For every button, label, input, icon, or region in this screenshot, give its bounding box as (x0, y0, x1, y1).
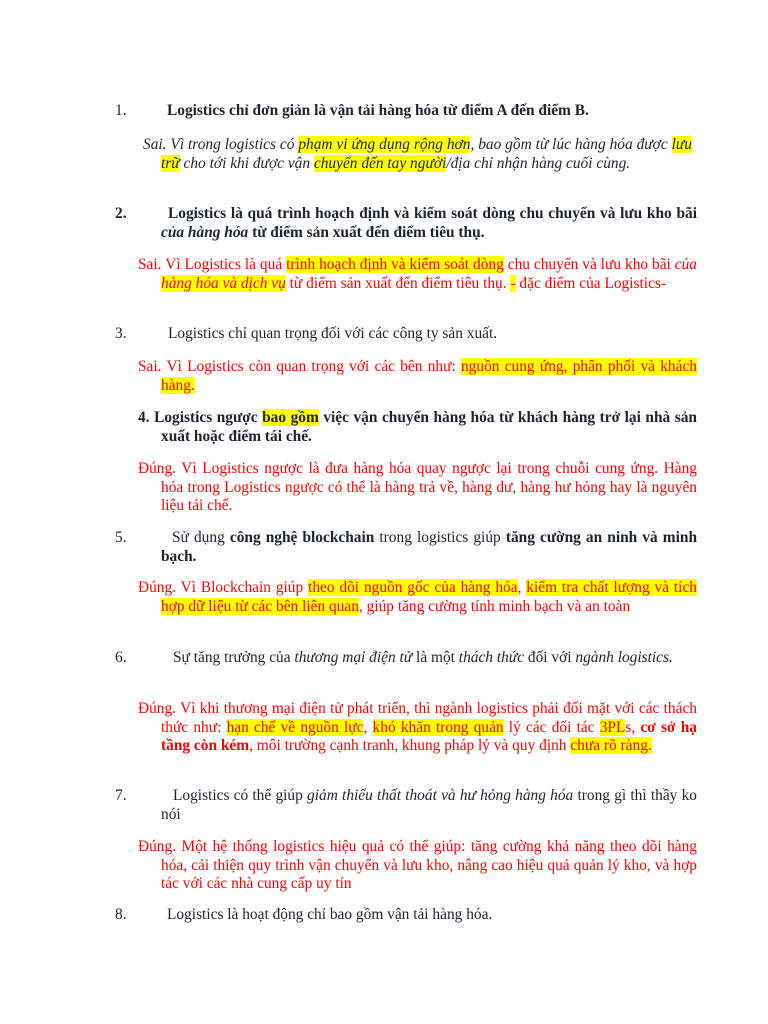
answer-text: Sai. Vì trong logistics có (143, 136, 299, 153)
question-5 (115, 529, 697, 566)
question-1 (115, 102, 697, 121)
question-number: 6. (115, 649, 127, 666)
answer-text: chu chuyển và lưu kho bãi (503, 256, 675, 273)
answer-text: /địa chỉ nhận hàng cuối cùng. (446, 154, 631, 172)
highlight: lưu trữ (161, 136, 692, 172)
question-text: Sự tăng trưởng của (173, 649, 295, 666)
question-text: giảm thiểu thất thoát và hư hỏng hàng hóa (307, 787, 574, 804)
answer-text: lý các đối tác (503, 718, 600, 736)
question-text: là một (412, 649, 459, 666)
highlight: hàng hóa và dịch vụ (161, 274, 286, 292)
answer-7 (138, 838, 697, 894)
answer-4 (138, 460, 697, 516)
highlight: theo dõi nguồn gốc của hàng hóa (308, 579, 518, 596)
question-text: từ điểm sản xuất đến điểm tiêu thụ. (248, 223, 485, 241)
answer-text: Đúng. Vì Blockchain giúp (138, 579, 309, 596)
question-4 (138, 409, 697, 446)
question-text: Logistics là hoạt động chỉ bao gồm vận tải hàng hóa. (167, 906, 493, 923)
question-text: thách thức (458, 649, 525, 666)
answer-text: cơ sở hạ tầng còn kém (161, 718, 697, 754)
answer-text: đặc điểm của Logistics- (515, 274, 667, 292)
answer-5 (138, 579, 697, 616)
answer-text: , bao gồm từ lúc hàng hóa được (470, 136, 672, 153)
answer-text: cho tới khi được vận (179, 154, 314, 172)
question-text: trong gì thì thầy ko nói (161, 787, 697, 823)
question-number: 7. (115, 787, 127, 804)
answer-text: , (517, 579, 527, 596)
answer-text: từ điểm sản xuất đến điểm tiêu thụ. (285, 274, 511, 292)
highlight: kiểm tra chất lượng và tích hợp dữ liệu từ các bên liên quan (161, 579, 697, 615)
question-text: Logistics là quá trình hoạch định và kiểm soát dòng chu chuyển và lưu kho bãi (168, 205, 697, 222)
answer-text: của (674, 256, 698, 273)
answer-3 (138, 358, 697, 395)
highlight: - (510, 274, 516, 292)
answer-text: Sai. Vì Logistics là quá (138, 256, 287, 273)
highlight: bao gồm (262, 409, 319, 426)
question-number: 2. (115, 205, 127, 222)
highlight: chuyển đến tay người (313, 154, 447, 172)
answer-6 (138, 700, 697, 756)
answer-text: s, (625, 718, 641, 736)
question-text: công nghệ blockchain (229, 529, 375, 546)
answer-text: Đúng. Một hệ thống logistics hiệu quả có thể giúp: tăng cường khả năng theo dõi hàng hóa, cải thiện quy trình vận chuyển và lưu kho, nâng cao hiệu quả quản lý kho, và hợp tác với các nhà cung cấp uy tín (138, 838, 697, 892)
question-text: thương mại điện tử (294, 649, 413, 666)
question-text: Sử dụng (172, 529, 230, 546)
answer-text: , (363, 718, 373, 736)
question-number: 5. (115, 529, 127, 546)
question-6 (115, 649, 697, 668)
question-3 (115, 325, 697, 344)
answer-text: , môi trường cạnh tranh, khung pháp lý và quy định (249, 737, 571, 754)
highlight: nguồn cung ứng, phân phối và khách hàng. (161, 358, 697, 394)
answer-text: Sai. Vì Logistics còn quan trọng với các bên như: (138, 358, 461, 375)
question-text: 4. Logistics ngược (138, 409, 263, 426)
question-text: Logistics có thể giúp (173, 787, 308, 804)
question-text: Logistics chỉ quan trọng đối với các công ty sản xuất. (168, 325, 498, 342)
question-text: đối với (524, 649, 576, 666)
question-text: trong logistics giúp (374, 529, 506, 546)
question-number: 3. (115, 325, 127, 342)
question-number: 1. (115, 102, 127, 119)
answer-text: Đúng. Vì khi thương mại điện tử phát triển, thì ngành logistics phải đối mặt với các thách thức như: (138, 700, 697, 736)
highlight: chưa rõ ràng. (570, 737, 652, 754)
highlight: hạn chế về nguồn lực (226, 718, 364, 736)
question-text: ngành logistics. (575, 649, 673, 666)
answer-1 (143, 136, 692, 173)
highlight: khó khăn trong quản (372, 718, 504, 736)
answer-text: , giúp tăng cường tính minh bạch và an toàn (358, 597, 631, 615)
highlight: phạm vi ứng dụng rộng hơn (298, 136, 471, 153)
question-text: tăng cường an ninh và minh bạch. (161, 529, 697, 565)
question-7 (115, 787, 697, 824)
answer-2 (138, 256, 697, 293)
highlight: 3PL (599, 718, 626, 736)
question-number: 8. (115, 906, 127, 923)
question-text: của hàng hóa (161, 223, 249, 241)
question-2 (115, 205, 697, 242)
question-text: việc vận chuyển hàng hóa từ khách hàng trở lại nhà sản xuất hoặc điểm tái chế. (161, 409, 697, 445)
answer-text: Đúng. Vì Logistics ngược là đưa hàng hóa quay ngược lại trong chuỗi cung ứng. Hàng hóa trong Logistics ngược có thể là hàng trả về, hàng dư, hàng hư hỏng hay là nguyên liệu tái chế. (138, 460, 697, 514)
question-text: Logistics chỉ đơn giản là vận tải hàng hóa từ điểm A đến điểm B. (167, 102, 589, 119)
question-8 (115, 906, 697, 925)
highlight: trình hoạch định và kiểm soát dòng (286, 256, 504, 273)
